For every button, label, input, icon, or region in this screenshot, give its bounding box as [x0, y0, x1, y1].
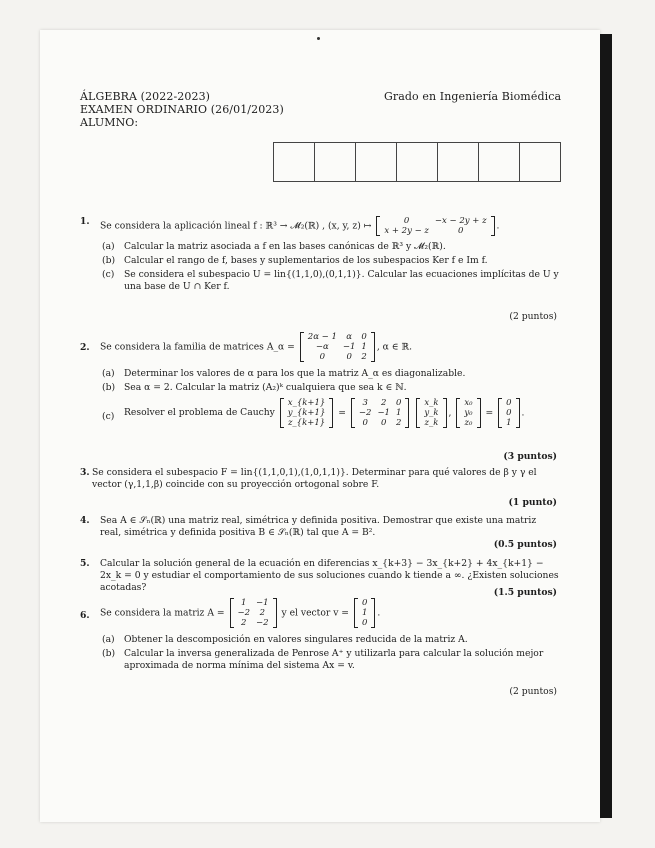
matrix-cell: −x − 2y + z: [434, 216, 487, 226]
q4-text: Sea A ∈ 𝒮ₙ(ℝ) una matriz real, simétrica y definida positiva. Demostrar que existe una matriz real, simétrica y definida positiva B ∈ 𝒮ₙ(ℝ) tal que A = B².: [100, 515, 537, 538]
matrix-cell: 0: [346, 352, 352, 362]
scan-dot: [317, 37, 320, 40]
q6-intro: Se considera la matriz A =: [100, 607, 225, 619]
grade-box[interactable]: [438, 143, 479, 181]
vector-cell: y_{k+1}: [287, 408, 326, 418]
matrix-cell: −α: [315, 342, 329, 352]
matrix-cell: 0: [380, 418, 387, 428]
part-label: (c): [102, 411, 115, 422]
q6-part-b: [102, 648, 560, 672]
vector-cell: 0: [506, 408, 512, 418]
q2-intro: Se considera la familia de matrices A_α =: [100, 341, 295, 353]
q4-points: (0.5 puntos): [493, 539, 557, 550]
matrix-cell: 2: [361, 352, 367, 362]
matrix-cell: 1: [395, 408, 402, 418]
q2-suffix: , α ∈ ℝ.: [376, 341, 413, 353]
part-label: (b): [102, 255, 116, 266]
matrix-cell: 3: [362, 398, 368, 408]
matrix-cell: 2: [380, 398, 387, 408]
matrix-cell: −1: [377, 408, 390, 418]
question-6: 6. Se considera la matriz A = 1 −1 −2 2 2 −2 y el vector v = 0 1 0 . (a) Obtener la descomposición en valores singulares reducida de la matriz A. (b) Calcular la inversa generalizada de Penrose A⁺ y utilizarla para calcular la solución mejor aproximada de norma mínima del sistema Ax = v.: [80, 598, 560, 672]
vector-k: [416, 398, 446, 428]
q3-text: Se considera el subespacio F = lin{(1,1,0,1),(1,0,1,1)}. Determinar para qué valores de β y γ el vector (γ,1,1,β) coincide con su proyección ortogonal sobre F.: [92, 467, 537, 490]
q2-part-c: (c) Resolver el problema de Cauchy x_{k+1} y_{k+1} z_{k+1} = 3 2 0 −2 −1 1 0 0 2 x_k y_k z_k , x₀ y₀ z₀ = 0 0 1 .: [102, 398, 525, 428]
q6-matrix: [230, 598, 277, 628]
q2-part-a: [102, 368, 560, 380]
matrix-cell: −1: [342, 342, 356, 352]
student-label: ALUMNO:: [80, 116, 139, 129]
q6-points: (2 puntos): [509, 686, 557, 697]
grade-box[interactable]: [356, 143, 397, 181]
part-label: (b): [102, 648, 116, 659]
matrix-cell: α: [346, 332, 353, 342]
q3-points: (1 punto): [508, 497, 557, 508]
question-3: [80, 467, 560, 491]
vector-cell: y_k: [424, 408, 439, 418]
grade-box[interactable]: [274, 143, 315, 181]
question-number: 5.: [80, 558, 90, 569]
vector-init: [498, 398, 519, 428]
question-5: [80, 558, 560, 594]
matrix-cell: 2: [259, 608, 265, 618]
grade-boxes: [273, 142, 561, 182]
vector-cell: 1: [506, 418, 512, 428]
vector-cell: 1: [361, 608, 368, 618]
part-text: Sea α = 2. Calcular la matriz (A₂)ᵏ cualquiera que sea k ∈ ℕ.: [124, 382, 407, 393]
vector-cell: z_k: [424, 418, 439, 428]
matrix-cell: 0: [403, 216, 410, 226]
matrix-cell: −2: [256, 618, 269, 628]
part-text: Calcular el rango de f, bases y suplementarios de los subespacios Ker f e Im f.: [124, 255, 488, 266]
q5-points: (1.5 puntos): [493, 587, 557, 598]
vector-cell: y₀: [464, 408, 473, 418]
matrix-cell: 0: [458, 226, 464, 236]
q1-matrix: [376, 216, 494, 236]
matrix-cell: 2α − 1: [307, 332, 337, 342]
q1-part-a: [102, 241, 560, 253]
q1-part-c: [102, 269, 560, 293]
matrix-cell: −2: [358, 408, 372, 418]
part-label: (a): [102, 368, 115, 379]
q1-points: (2 puntos): [509, 311, 557, 322]
q2-matrix: [300, 332, 375, 362]
grade-box[interactable]: [520, 143, 560, 181]
q2-points: (3 puntos): [503, 451, 557, 462]
part-label: (a): [102, 241, 115, 252]
vector-cell: z₀: [464, 418, 473, 428]
grade-box[interactable]: [315, 143, 356, 181]
matrix-cell: 2: [395, 418, 402, 428]
matrix-cell: 0: [395, 398, 402, 408]
question-number: 6.: [80, 610, 90, 621]
degree-title: Grado en Ingeniería Biomédica: [384, 90, 562, 103]
vector-cell: 0: [361, 598, 368, 608]
part-text: Resolver el problema de Cauchy: [124, 407, 275, 418]
vector-cell: 0: [361, 618, 368, 628]
question-1: 1. Se considera la aplicación lineal f : ℝ³ → 𝓜₂(ℝ) , (x, y, z) ↦ 0 −x − 2y + z x + 2y − z 0 . (a) Calcular la matriz asociada a f en las bases canónicas de ℝ³ y 𝓜₂(ℝ). (b) Calcular el rango de f, bases y suplementarios de los subespacios Ker f e Im f. (c) Se considera el subespacio U = lin{(1,1,0),(0,1,1)}. Calcular las ecuaciones implícitas de U y una base de U ∩ Ker f.: [80, 216, 559, 292]
cauchy-matrix: [351, 398, 409, 428]
matrix-cell: 2: [241, 618, 247, 628]
matrix-cell: 0: [319, 352, 326, 362]
part-label: (b): [102, 382, 116, 393]
grade-box[interactable]: [397, 143, 438, 181]
vector-cell: z_{k+1}: [287, 418, 326, 428]
question-number: 1.: [80, 216, 90, 227]
part-label: (c): [102, 269, 115, 280]
course-title: ÁLGEBRA (2022-2023): [80, 90, 211, 103]
vector-cell: x_{k+1}: [287, 398, 326, 408]
matrix-cell: 0: [362, 418, 368, 428]
part-text: Determinar los valores de α para los que la matriz A_α es diagonalizable.: [124, 368, 466, 379]
q5-text: Calcular la solución general de la ecuación en diferencias x_{k+3} − 3x_{k+2} + 4x_{k+1} − 2x_k = 0 y estudiar el comportamiento de sus soluciones cuando k tiende a ∞. ¿Existen soluciones acotadas?: [100, 558, 559, 593]
part-text: Calcular la matriz asociada a f en las bases canónicas de ℝ³ y 𝓜₂(ℝ).: [124, 241, 446, 252]
part-label: (a): [102, 634, 115, 645]
matrix-cell: −2: [237, 608, 251, 618]
matrix-cell: 0: [361, 332, 367, 342]
part-text: Calcular la inversa generalizada de Penrose A⁺ y utilizarla para calcular la solución mejor aproximada de norma mínima del sistema Ax = v.: [124, 648, 544, 671]
question-4: [80, 515, 560, 539]
question-number: 2.: [80, 342, 90, 353]
matrix-cell: 1: [241, 598, 247, 608]
question-number: 4.: [80, 515, 90, 526]
matrix-cell: x + 2y − z: [384, 226, 429, 236]
grade-box[interactable]: [479, 143, 520, 181]
q1-part-b: [102, 255, 560, 267]
q6-vector: [354, 598, 375, 628]
q6-part-a: [102, 634, 560, 646]
q6-mid: y el vector v =: [281, 607, 350, 619]
vector-0: [456, 398, 480, 428]
matrix-cell: 1: [361, 342, 367, 352]
question-2: [80, 332, 560, 428]
exam-title: EXAMEN ORDINARIO (26/01/2023): [80, 103, 284, 116]
q2-part-b: [102, 382, 560, 394]
vector-cell: x_k: [424, 398, 439, 408]
vector-next: [280, 398, 334, 428]
matrix-cell: −1: [256, 598, 269, 608]
part-text: Se considera el subespacio U = lin{(1,1,0),(0,1,1)}. Calcular las ecuaciones implícitas de U y una base de U ∩ Ker f.: [124, 269, 559, 292]
question-number: 3.: [80, 467, 90, 478]
q1-intro: Se considera la aplicación lineal f : ℝ³ → 𝓜₂(ℝ) , (x, y, z) ↦: [100, 220, 372, 232]
vector-cell: x₀: [464, 398, 473, 408]
scan-edge: [600, 34, 612, 818]
part-text: Obtener la descomposición en valores singulares reducida de la matriz A.: [124, 634, 468, 645]
vector-cell: 0: [506, 398, 512, 408]
